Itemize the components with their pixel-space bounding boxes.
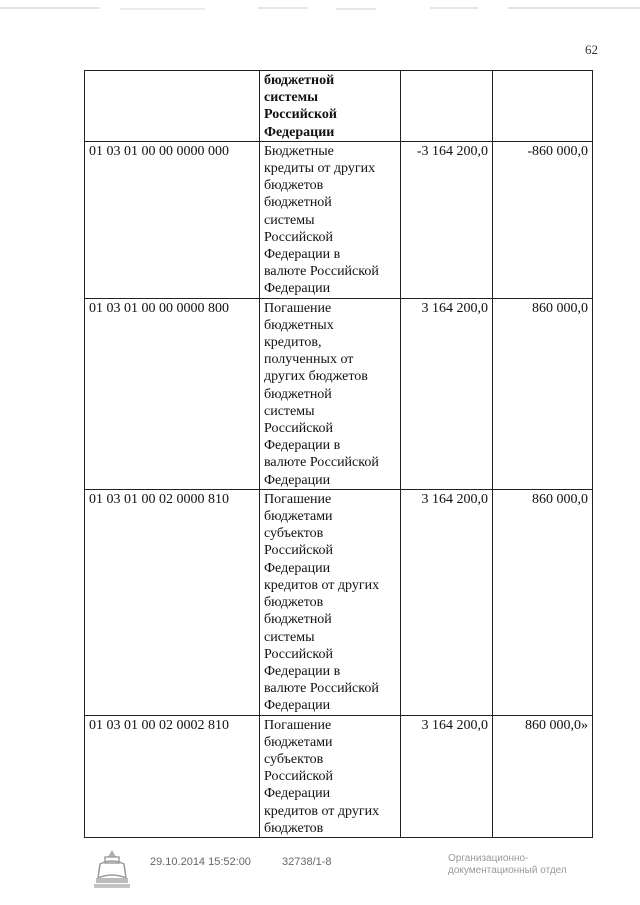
description-line: субъектов: [264, 526, 324, 542]
stamp-org-line1: Организационно-: [448, 853, 529, 864]
table-row: [85, 298, 593, 489]
table-row: [85, 489, 593, 715]
description-line: Погашение: [264, 717, 332, 733]
table-row: [85, 141, 593, 298]
description-line: валюте Российской: [264, 264, 379, 280]
row-value-2014: 3 164 200,0: [401, 298, 493, 489]
row-code: 01 03 01 00 02 0002 810: [85, 715, 260, 837]
row-code: 01 03 01 00 00 0000 000: [85, 141, 260, 298]
row-code: 01 03 01 00 00 0000 800: [85, 298, 260, 489]
row-value-2015: 860 000,0: [493, 298, 593, 489]
description-line: кредитов от других: [264, 803, 380, 819]
description-line: Федерации в: [264, 247, 341, 263]
table-row: [85, 71, 593, 142]
description-line: системы: [264, 212, 315, 228]
description-line: Российской: [264, 769, 333, 785]
description-line: Погашение: [264, 491, 332, 507]
description-line: системы: [264, 403, 315, 419]
stamp-org-line2: документационный отдел: [448, 865, 567, 876]
row-value-2015: 860 000,0»: [493, 715, 593, 837]
row-value-2014: -3 164 200,0: [401, 141, 493, 298]
description-line: Российской: [264, 421, 333, 437]
description-line: бюджетов: [264, 178, 324, 194]
row-description: [260, 715, 401, 837]
description-line: бюджетной: [264, 386, 332, 402]
description-line: системы: [264, 629, 315, 645]
description-line: Федерации: [264, 472, 331, 488]
description-line: субъектов: [264, 751, 324, 767]
description-line: Российской: [264, 646, 333, 662]
description-line: бюджетов: [264, 820, 324, 836]
row-value-2014: 3 164 200,0: [401, 715, 493, 837]
description-line: кредитов от других: [264, 577, 380, 593]
budget-table: [84, 70, 593, 838]
description-line: Федерации в: [264, 438, 341, 454]
emblem-icon: [92, 848, 132, 890]
description-line: Погашение: [264, 300, 332, 316]
description-line: валюте Российской: [264, 681, 379, 697]
row-value-2015: [493, 71, 593, 142]
description-line: бюджетной: [264, 73, 335, 88]
description-line: системы: [264, 90, 319, 106]
description-line: Российской: [264, 107, 337, 123]
description-line: Федерации: [264, 281, 331, 297]
description-line: других бюджетов: [264, 369, 368, 385]
row-description: [260, 298, 401, 489]
description-line: бюджетами: [264, 509, 333, 525]
description-line: Федерации: [264, 786, 331, 802]
stamp-date: 29.10.2014 15:52:00: [150, 856, 251, 868]
description-line: бюджетных: [264, 317, 334, 333]
description-line: бюджетов: [264, 595, 324, 611]
page-number: 62: [585, 42, 598, 57]
scan-artifact-top: [0, 0, 640, 14]
description-line: Российской: [264, 543, 333, 559]
row-description: [260, 141, 401, 298]
stamp-organization: [448, 853, 588, 877]
row-description: [260, 71, 401, 142]
description-line: кредитов,: [264, 335, 322, 351]
description-line: бюджетной: [264, 612, 332, 628]
row-value-2014: 3 164 200,0: [401, 489, 493, 715]
description-line: Российской: [264, 229, 333, 245]
description-line: валюте Российской: [264, 455, 379, 471]
description-line: Бюджетные: [264, 143, 334, 159]
description-line: Федерации: [264, 124, 335, 140]
description-line: Федерации: [264, 698, 331, 714]
description-line: бюджетами: [264, 734, 333, 750]
row-code: [85, 71, 260, 142]
description-line: полученных от: [264, 352, 354, 368]
row-value-2014: [401, 71, 493, 142]
row-value-2015: -860 000,0: [493, 141, 593, 298]
description-line: Федерации в: [264, 663, 341, 679]
row-code: 01 03 01 00 02 0000 810: [85, 489, 260, 715]
description-line: Федерации: [264, 560, 331, 576]
row-description: [260, 489, 401, 715]
table-row: [85, 715, 593, 837]
description-line: бюджетной: [264, 195, 332, 211]
row-value-2015: 860 000,0: [493, 489, 593, 715]
stamp-reference: 32738/1-8: [282, 856, 332, 868]
description-line: кредиты от других: [264, 161, 376, 177]
